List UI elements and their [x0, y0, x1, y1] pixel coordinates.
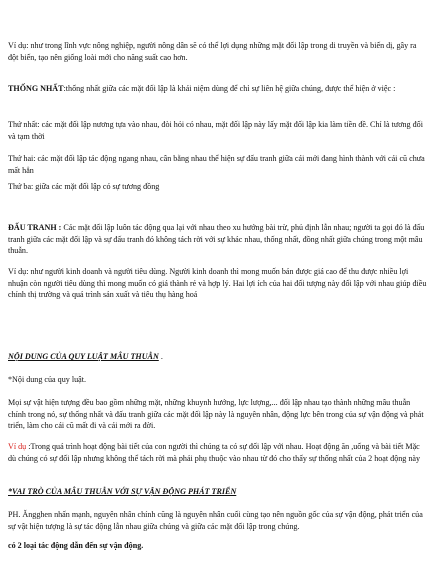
content-example-text: :Trong quá trình hoạt động bài tiết của con người thì chúng ta có sự đối lập với nhau. Hoạt động ăn ,uống và bài tiết Mặc dù chúng có sự đối lập nhưng không thể tách rời mà phải phụ thuộc vào nhau từ đó cho thấy sự thống nhất của 2 hoạt động này: [8, 442, 421, 463]
struggle-example: Ví dụ: như người kinh doanh và người tiêu dùng. Người kinh doanh thì mong muốn bán được giá cao để thu được nhiều lợi nhuận còn người tiêu dùng thì mong muốn có giá thành rẻ và hợp lý. Hai lợi ích của hai đối tượng này đối lập với nhau giúp điều chỉnh thị trường và quá trình sản xuất và tiêu thụ hàng hoá: [8, 267, 427, 299]
example-paragraph: Ví dụ: như trong lĩnh vực nông nghiệp, người nông dân sẽ có thể lợi dụng những mặt đối lập trong di truyền và biến dị, gây ra đột biến, tạo nên giống loài mới cho năng suất cao hơn.: [8, 41, 417, 62]
unity-text: :thống nhất giữa các mặt đối lập là khái niệm dùng để chỉ sự liên hệ giữa chúng, được thể hiện ở việc :: [63, 84, 396, 93]
unity-heading: THỐNG NHẤT: [8, 84, 64, 93]
unity-item-1: Thứ nhất: các mặt đối lập nương tựa vào nhau, đòi hỏi có nhau, mặt đối lập này lấy mặt đối lập kia làm tiền đề. Chỉ là tương đối và tạm thời: [8, 120, 423, 141]
role-heading-line: [8, 486, 428, 498]
content-subheading: *Nội dung của quy luật.: [8, 375, 87, 384]
content-example: [8, 441, 428, 464]
content-heading-suffix: .: [158, 352, 163, 361]
content-heading-line: [8, 351, 428, 363]
unity-item-3: Thứ ba: giữa các mặt đối lập có sự tương đồng: [8, 182, 160, 191]
unity-paragraph: [8, 83, 428, 95]
role-heading: *VAI TRÒ CỦA MÂU THUẪN VỚI SỰ VẬN ĐỘNG PHÁT TRIỂN: [8, 487, 237, 496]
struggle-paragraph: [8, 222, 428, 257]
unity-item-2: Thứ hai: các mặt đối lập tác động ngang nhau, cân bằng nhau thể hiện sự đấu tranh giữa cái mới đang hình thành với cái cũ chưa mất hẳn: [8, 154, 425, 175]
content-heading: NỘI DUNG CỦA QUY LUẬT MÂU THUẪN: [8, 352, 159, 361]
role-body: PH. Ăngghen nhấn mạnh, nguyên nhân chính cũng là nguyên nhân cuối cùng tạo nên nguồn gốc của sự vận động, phát triển của sự vật hiện tượng là sự tác động lẫn nhau giữa chúng và giữa các mặt đối lập trong chúng.: [8, 510, 423, 531]
content-body: Mọi sự vật hiện tượng đều bao gồm những mặt, những khuynh hướng, lực lượng,... đối lập nhau tạo thành những mâu thuẫn chính trong nó, sự thống nhất và đấu tranh giữa các mặt đối lập này là nguyên nhân, động lực bên trong của sự vận động và phát triển, làm cho cái cũ mất đi và cái mới ra đời.: [8, 398, 424, 430]
example-label: Ví dụ: [8, 442, 27, 451]
role-last-line: có 2 loại tác động dẫn đến sự vận động.: [8, 541, 144, 550]
struggle-heading: ĐẤU TRANH :: [8, 223, 62, 232]
struggle-text: Các mặt đối lập luôn tác động qua lại với nhau theo xu hướng bài trừ, phủ định lẫn nhau; người ta gọi đó là đấu tranh giữa các mặt đối lập và sự đấu tranh đó không tách rời với sự khác nhau, thống nhất, đồng nhất giữa chúng trong một mâu thuẫn.: [8, 223, 425, 255]
